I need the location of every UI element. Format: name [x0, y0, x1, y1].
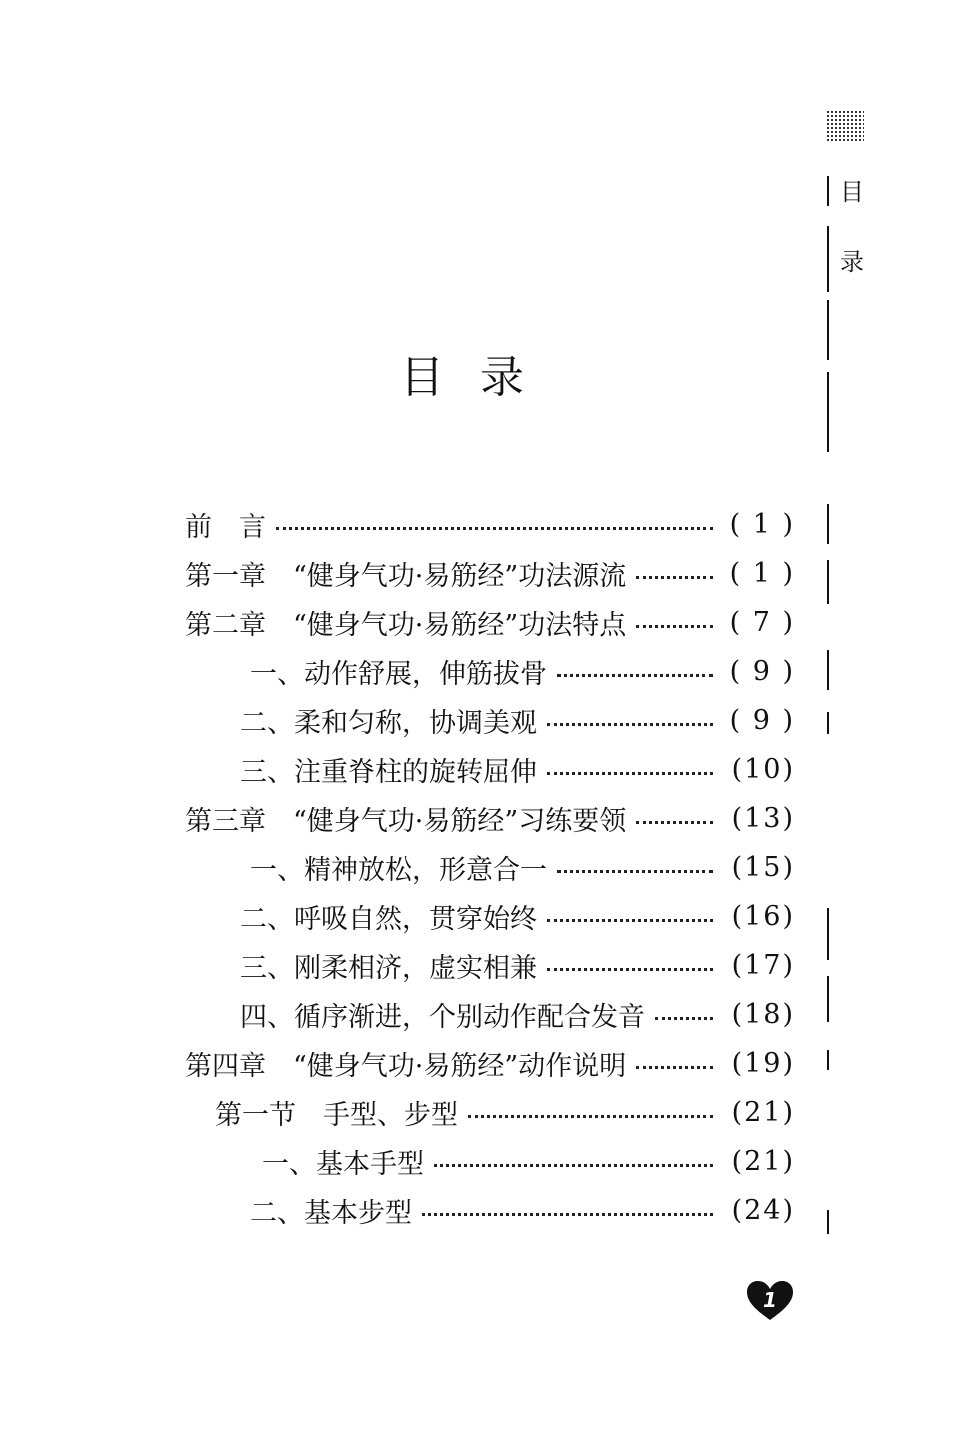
margin-rule	[827, 176, 829, 206]
toc-entry-page: (19)	[731, 1047, 795, 1079]
margin-rule	[827, 908, 829, 960]
page-number-badge	[746, 1280, 794, 1322]
toc-entry[interactable]	[185, 602, 795, 642]
toc-entry-label: 四、循序渐进，个别动作配合发音	[240, 1001, 645, 1033]
toc-entry-label: 二、呼吸自然，贯穿始终	[240, 903, 537, 935]
toc-entry[interactable]	[250, 651, 795, 691]
dot-leader	[655, 1017, 713, 1020]
toc-entry-page: ( 7 )	[729, 606, 795, 638]
toc-entry-page: (21)	[731, 1096, 795, 1128]
dot-leader	[547, 968, 713, 971]
margin-label-char-1: 目	[840, 178, 864, 206]
toc-entry-label: 一、基本手型	[262, 1148, 424, 1180]
dot-leader	[276, 527, 713, 530]
toc-entry[interactable]	[240, 700, 795, 740]
dotted-logo-icon	[826, 110, 864, 142]
margin-rule	[827, 1210, 829, 1234]
toc-entry[interactable]	[185, 1043, 795, 1083]
dot-leader	[422, 1213, 713, 1216]
margin-rule	[827, 712, 829, 734]
margin-label-char-2: 录	[840, 248, 864, 276]
toc-entry-label: 第三章 “健身气功·易筋经”习练要领	[185, 805, 627, 837]
dot-leader	[547, 772, 713, 775]
toc-entry-page: ( 1 )	[729, 557, 795, 589]
toc-entry[interactable]	[262, 1141, 795, 1181]
margin-rule	[827, 226, 829, 292]
dot-leader	[547, 723, 713, 726]
dot-leader	[557, 674, 713, 677]
toc-entry-label: 第一章 “健身气功·易筋经”功法源流	[185, 560, 627, 592]
toc-entry-page: ( 9 )	[729, 655, 795, 687]
toc-entry-page: (24)	[731, 1194, 795, 1226]
toc-entry-label: 第四章 “健身气功·易筋经”动作说明	[185, 1050, 627, 1082]
toc-entry-page: (15)	[731, 851, 795, 883]
toc-entry-page: ( 9 )	[729, 704, 795, 736]
toc-entry[interactable]	[240, 945, 795, 985]
toc-entry-page: (16)	[731, 900, 795, 932]
toc-entry-label: 三、刚柔相济，虚实相兼	[240, 952, 537, 984]
toc-entry[interactable]	[240, 896, 795, 936]
dot-leader	[434, 1164, 713, 1167]
dot-leader	[557, 870, 713, 873]
toc-entry[interactable]	[250, 847, 795, 887]
toc-entry-label: 一、动作舒展，伸筋拔骨	[250, 658, 547, 690]
margin-rule	[827, 560, 829, 604]
margin-rule	[827, 976, 829, 1022]
dot-leader	[636, 821, 713, 824]
margin-rule	[827, 504, 829, 544]
toc-entry[interactable]	[215, 1092, 795, 1132]
toc-entry[interactable]	[185, 504, 795, 544]
toc-entry-page: (13)	[731, 802, 795, 834]
margin-rule	[827, 1050, 829, 1070]
toc-entry-label: 第一节 手型、步型	[215, 1099, 458, 1131]
toc-entry-page: ( 1 )	[729, 508, 795, 540]
toc-entry-label: 三、注重脊柱的旋转屈伸	[240, 756, 537, 788]
toc-entry[interactable]	[240, 994, 795, 1034]
toc-entry[interactable]	[185, 798, 795, 838]
page-number: 1	[763, 1288, 777, 1312]
toc-entry-label: 一、精神放松，形意合一	[250, 854, 547, 886]
dot-leader	[468, 1115, 713, 1118]
toc-entry-label: 二、基本步型	[250, 1197, 412, 1229]
dot-leader	[636, 625, 713, 628]
toc-entry[interactable]	[250, 1190, 795, 1230]
dot-leader	[636, 1066, 713, 1069]
toc-entry-page: (18)	[731, 998, 795, 1030]
toc-entry-label: 第二章 “健身气功·易筋经”功法特点	[185, 609, 627, 641]
dot-leader	[636, 576, 713, 579]
toc-entry[interactable]	[185, 553, 795, 593]
dot-leader	[547, 919, 713, 922]
toc-entry-label: 二、柔和匀称，协调美观	[240, 707, 537, 739]
toc-entry-page: (10)	[731, 753, 795, 785]
toc-entry-page: (17)	[731, 949, 795, 981]
toc-entry[interactable]	[240, 749, 795, 789]
toc-entry-page: (21)	[731, 1145, 795, 1177]
page-title: 目录	[400, 352, 560, 404]
margin-rule	[827, 650, 829, 690]
toc-entry-label: 前 言	[185, 511, 266, 543]
